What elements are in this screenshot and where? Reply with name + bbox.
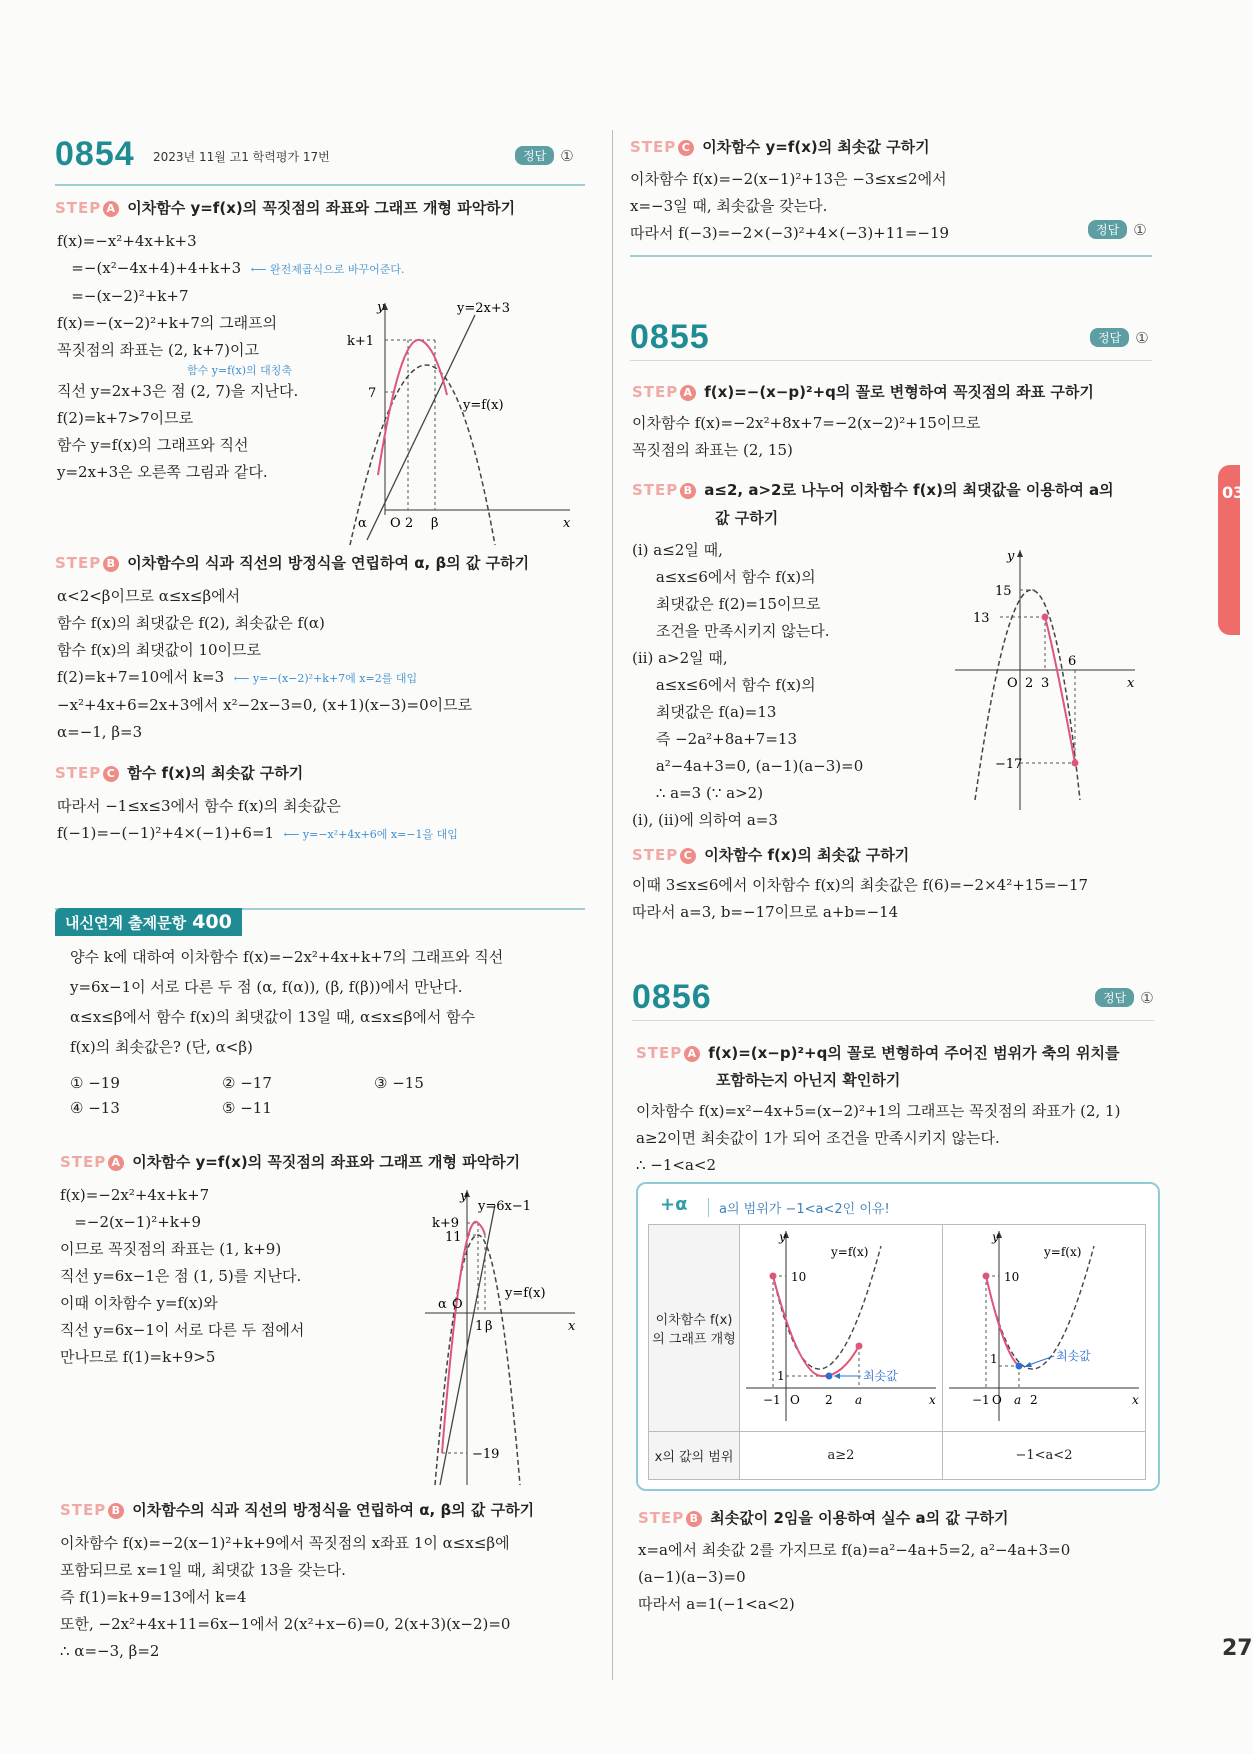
top-step-c-body (630, 166, 949, 247)
alpha-label: α (358, 516, 367, 531)
p855-step-a-heading: STEP A f(x)=−(x−p)²+q의 꼴로 변형하여 꼭짓점의 좌표 구하기 (632, 383, 1094, 401)
two-label: 2 (1025, 676, 1034, 691)
chapter-tab-label: 03 (1222, 483, 1245, 502)
curve-label: y=f(x) (1044, 1245, 1082, 1259)
p855-step-b-body (632, 537, 863, 834)
x-axis-label: x (563, 516, 571, 531)
p855-step-b-heading-2: 값 구하기 (715, 509, 779, 527)
math-line: 최댓값은 f(a)=13 (632, 703, 777, 721)
math-line: 따라서 a=3, b=−17이므로 a+b=−14 (632, 903, 899, 921)
math-line: a≤x≤6에서 함수 f(x)의 (632, 676, 816, 694)
range-cell-1: a≥2 (740, 1432, 943, 1480)
math-line: y=2x+3은 오른쪽 그림과 같다. (57, 463, 268, 481)
naesin-step-b-heading: STEP B 이차함수의 식과 직선의 방정식을 연립하여 α, β의 값 구하기 (60, 1501, 535, 1519)
math-line: =−(x−2)²+k+7 (57, 287, 189, 305)
p856-step-b-body (638, 1537, 1070, 1618)
y-axis-label: y (992, 1230, 999, 1244)
math-line: 따라서 f(−3)=−2×(−3)²+4×(−3)+11=−19 (630, 224, 950, 242)
step-b-heading: STEP B 이차함수의 식과 직선의 방정식을 연립하여 α, β의 값 구하기 (55, 554, 530, 572)
six-label: 6 (1068, 654, 1077, 669)
plus-alpha-box (636, 1182, 1160, 1491)
origin-label: O (390, 516, 401, 531)
p856-step-a-body (636, 1098, 1120, 1179)
math-line: 함수 y=f(x)의 그래프와 직선 (57, 436, 249, 454)
choice-3[interactable]: ③ −15 (374, 1074, 424, 1092)
choice-1[interactable]: ① −19 (70, 1074, 120, 1092)
problem-number-0856: 0856 (632, 978, 712, 1016)
math-line: f(2)=k+7>7이므로 (57, 409, 194, 427)
math-line: 이므로 꼭짓점의 좌표는 (1, k+9) (60, 1240, 282, 1258)
y-axis-label: y (779, 1230, 786, 1244)
math-line: (ⅰ), (ⅱ)에 의하여 a=3 (632, 811, 778, 829)
naesin-step-a-heading: STEP A 이차함수 y=f(x)의 꼭짓점의 좌표와 그래프 개형 파악하기 (60, 1153, 521, 1171)
ten-label: 10 (1004, 1270, 1020, 1284)
math-line: 조건을 만족시키지 않는다. (632, 622, 830, 640)
math-line: 따라서 −1≤x≤3에서 함수 f(x)의 최솟값은 (57, 797, 341, 815)
p855-step-c-heading: STEP C 이차함수 f(x)의 최솟값 구하기 (632, 846, 910, 864)
fifteen-label: 15 (995, 584, 1012, 599)
math-line: (ⅱ) a>2일 때, (632, 649, 728, 667)
eleven-label: 11 (445, 1230, 462, 1245)
p855-step-c-body (632, 872, 1088, 926)
p855-step-a-body (632, 410, 980, 464)
answer-value: ① (560, 146, 574, 165)
math-line: f(x)=−x²+4x+k+3 (57, 232, 197, 250)
line-label: y=2x+3 (457, 301, 511, 316)
beta-label: β (431, 516, 439, 531)
answer-badge-0856: 정답 ① (1095, 988, 1154, 1007)
step-label: STEP A (55, 199, 119, 217)
math-line: =−(x²−4x+4)+4+k+3 ⟵ 완전제곱식으로 바꾸어준다. (57, 259, 405, 277)
math-line: 꼭짓점의 좌표는 (2, 15) (632, 441, 793, 459)
math-line: 이차함수 f(x)=−2(x−1)²+13은 −3≤x≤2에서 (630, 170, 947, 188)
minus-one-label: −1 (763, 1393, 781, 1407)
math-line: f(−1)=−(−1)²+4×(−1)+6=1 ⟵ y=−x²+4x+6에 x=−1을 대입 (57, 824, 458, 842)
step-c-heading: STEP C 함수 f(x)의 최솟값 구하기 (55, 764, 304, 782)
minus-one-label: −1 (972, 1393, 990, 1407)
math-line: 또한, −2x²+4x+11=6x−1에서 2(x²+x−6)=0, 2(x+3)(x−2)=0 (60, 1615, 511, 1633)
divider (632, 1020, 1154, 1021)
math-line: 포함되므로 x=1일 때, 최댓값 13을 갖는다. (60, 1561, 346, 1579)
table-row-header: 이차함수 f(x)의 그래프 개형 (649, 1225, 740, 1432)
math-line: 따라서 a=1(−1<a<2) (638, 1595, 795, 1613)
math-line: 이차함수 f(x)=x²−4x+5=(x−2)²+1의 그래프는 꼭짓점의 좌표가 (2, 1) (636, 1102, 1121, 1120)
plus-alpha-mark: +α (660, 1194, 688, 1215)
math-line: 직선 y=2x+3은 점 (2, 7)을 지난다. (57, 382, 299, 400)
math-line: 이차함수 f(x)=−2x²+8x+7=−2(x−2)²+15이므로 (632, 414, 981, 432)
x-axis-label: x (1127, 676, 1135, 691)
x-axis-label: x (1132, 1393, 1139, 1407)
math-line: a≥2이면 최솟값이 1가 되어 조건을 만족시키지 않는다. (636, 1129, 1000, 1147)
answer-tag: 정답 (515, 146, 554, 165)
math-line: 직선 y=6x−1은 점 (1, 5)를 지난다. (60, 1267, 302, 1285)
math-line: 직선 y=6x−1이 서로 다른 두 점에서 (60, 1321, 305, 1339)
p856-step-a-heading-2: 포함하는지 아닌지 확인하기 (716, 1071, 901, 1089)
math-line: 함수 f(x)의 최댓값이 10이므로 (57, 641, 262, 659)
math-line: a≤x≤6에서 함수 f(x)의 (632, 568, 816, 586)
comparison-table (648, 1224, 1146, 1480)
math-line: =−2(x−1)²+k+9 (60, 1213, 202, 1231)
two-label: 2 (825, 1393, 833, 1407)
p856-step-b-heading: STEP B 최솟값이 2임을 이용하여 실수 a의 값 구하기 (638, 1509, 1009, 1527)
top-step-c-heading: STEP C 이차함수 y=f(x)의 최솟값 구하기 (630, 138, 930, 156)
p855-step-b-heading: STEP B a≤2, a>2로 나누어 이차함수 f(x)의 최댓값을 이용하여 a의 (632, 481, 1114, 499)
naesin-header: 내신연계 출제문항 400 (55, 908, 242, 936)
a-label: a (1014, 1393, 1022, 1407)
math-line: ∴ α=−3, β=2 (60, 1642, 160, 1660)
curve-label: y=f(x) (463, 398, 504, 413)
math-line: 함수 f(x)의 최댓값은 f(2), 최솟값은 f(α) (57, 614, 325, 632)
answer-badge-0855: 정답 ① (1090, 328, 1149, 347)
origin-label: O (992, 1393, 1002, 1407)
curve-label: y=f(x) (505, 1286, 546, 1301)
minus-19-label: −19 (472, 1447, 500, 1462)
ten-label: 10 (791, 1270, 807, 1284)
math-line: f(x)=−(x−2)²+k+7의 그래프의 (57, 314, 278, 332)
minus-17-label: −17 (995, 757, 1023, 772)
divider (630, 255, 1152, 257)
graph-a-ge-2 (741, 1226, 941, 1426)
a-label: a (855, 1393, 863, 1407)
graph-0854 (345, 295, 575, 545)
problem-source: 2023년 11월 고1 학력평가 17번 (153, 150, 330, 164)
alpha-label: α (438, 1297, 447, 1312)
math-line: 이차함수 f(x)=−2(x−1)²+k+9에서 꼭짓점의 x좌표 1이 α≤x≤β에 (60, 1534, 510, 1552)
min-label: 최솟값 (863, 1369, 898, 1383)
three-label: 3 (1041, 676, 1050, 691)
line-label: y=6x−1 (478, 1199, 532, 1214)
thirteen-label: 13 (973, 611, 990, 626)
origin-label: O (1007, 676, 1018, 691)
y-axis-label: y (377, 300, 385, 315)
choice-2[interactable]: ② −17 (222, 1074, 272, 1092)
question-line: y=6x−1이 서로 다른 두 점 (α, f(α)), (β, f(β))에서 만난다. (70, 978, 463, 996)
plus-alpha-title: a의 범위가 −1<a<2인 이유! (708, 1198, 890, 1217)
math-line: 만나므로 f(1)=k+9>5 (60, 1348, 216, 1366)
seven-label: 7 (368, 386, 377, 401)
question-line: 양수 k에 대하여 이차함수 f(x)=−2x²+4x+k+7의 그래프와 직선 (70, 948, 504, 966)
y-axis-label: y (1007, 549, 1015, 564)
math-line: α<2<β이므로 α≤x≤β에서 (57, 587, 241, 605)
origin-label: O (790, 1393, 800, 1407)
naesin-question (70, 942, 503, 1062)
step-a-heading: STEP A 이차함수 y=f(x)의 꼭짓점의 좌표와 그래프 개형 파악하기 (55, 199, 516, 217)
math-line: ∴ −1<a<2 (636, 1156, 717, 1174)
choice-4[interactable]: ④ −13 (70, 1099, 120, 1117)
math-line: a²−4a+3=0, (a−1)(a−3)=0 (632, 757, 864, 775)
one-label: 1 (777, 1369, 785, 1383)
graph-a-between (944, 1226, 1144, 1426)
math-line: (ⅰ) a≤2일 때, (632, 541, 723, 559)
chapter-tab[interactable] (1218, 465, 1245, 635)
graph-0855 (955, 545, 1140, 810)
origin-label: O (452, 1297, 463, 1312)
math-line: (a−1)(a−3)=0 (638, 1568, 746, 1586)
math-line: 이때 이차함수 y=f(x)와 (60, 1294, 218, 1312)
math-line: α=−1, β=3 (57, 723, 143, 741)
answer-badge-0854 (515, 146, 574, 165)
question-line: α≤x≤β에서 함수 f(x)의 최댓값이 13일 때, α≤x≤β에서 함수 (70, 1008, 476, 1026)
math-line: f(2)=k+7=10에서 k=3 ⟵ y=−(x−2)²+k+7에 x=2를 대입 (57, 668, 418, 686)
two-label: 2 (1030, 1393, 1038, 1407)
axis-note: 함수 y=f(x)의 대칭축 (187, 364, 293, 377)
choice-5[interactable]: ⑤ −11 (222, 1099, 272, 1117)
column-divider (612, 130, 613, 1680)
math-line: x=a에서 최솟값 2를 가지므로 f(a)=a²−4a+5=2, a²−4a+3=0 (638, 1541, 1071, 1559)
divider (55, 184, 585, 186)
k-plus-1-label: k+1 (347, 334, 375, 349)
graph-cell-2 (943, 1225, 1146, 1432)
naesin-step-a-body (60, 1182, 304, 1371)
y-axis-label: y (460, 1189, 468, 1204)
math-line: 즉 f(1)=k+9=13에서 k=4 (60, 1588, 247, 1606)
one-label: 1 (475, 1319, 484, 1334)
problem-number-0854: 0854 (55, 135, 135, 173)
p856-step-a-heading: STEP A f(x)=(x−p)²+q의 꼴로 변형하여 주어진 범위가 축의 위치를 (636, 1044, 1120, 1062)
math-line: 꼭짓점의 좌표는 (2, k+7)이고 (57, 341, 259, 359)
graph-cell-1 (740, 1225, 943, 1432)
page-number: 27 (1222, 1636, 1253, 1661)
x-axis-label: x (929, 1393, 936, 1407)
curve-label: y=f(x) (831, 1245, 869, 1259)
table-row-header: x의 값의 범위 (649, 1432, 740, 1480)
math-line: 이때 3≤x≤6에서 이차함수 f(x)의 최솟값은 f(6)=−2×4²+15=−17 (632, 876, 1089, 894)
math-line: ∴ a=3 (∵ a>2) (632, 784, 764, 802)
divider (630, 360, 1152, 361)
range-cell-2: −1<a<2 (943, 1432, 1146, 1480)
answer-badge-top: 정답 ① (1088, 220, 1147, 239)
k-plus-9-label: k+9 (432, 1216, 460, 1231)
math-line: 즉 −2a²+8a+7=13 (632, 730, 797, 748)
one-label: 1 (990, 1352, 998, 1366)
step-c-body (57, 793, 458, 848)
math-line: x=−3일 때, 최솟값을 갖는다. (630, 197, 828, 215)
step-b-body (57, 583, 472, 746)
math-line: 최댓값은 f(2)=15이므로 (632, 595, 821, 613)
two-label: 2 (405, 516, 414, 531)
question-line: f(x)의 최솟값은? (단, α<β) (70, 1038, 253, 1056)
math-line: f(x)=−2x²+4x+k+7 (60, 1186, 210, 1204)
min-label: 최솟값 (1056, 1349, 1091, 1363)
x-axis-label: x (568, 1319, 576, 1334)
math-line: −x²+4x+6=2x+3에서 x²−2x−3=0, (x+1)(x−3)=0이므로 (57, 696, 473, 714)
beta-label: β (485, 1319, 493, 1334)
graph-naesin (420, 1185, 580, 1485)
naesin-step-b-body (60, 1530, 510, 1665)
problem-number-0855: 0855 (630, 318, 710, 356)
